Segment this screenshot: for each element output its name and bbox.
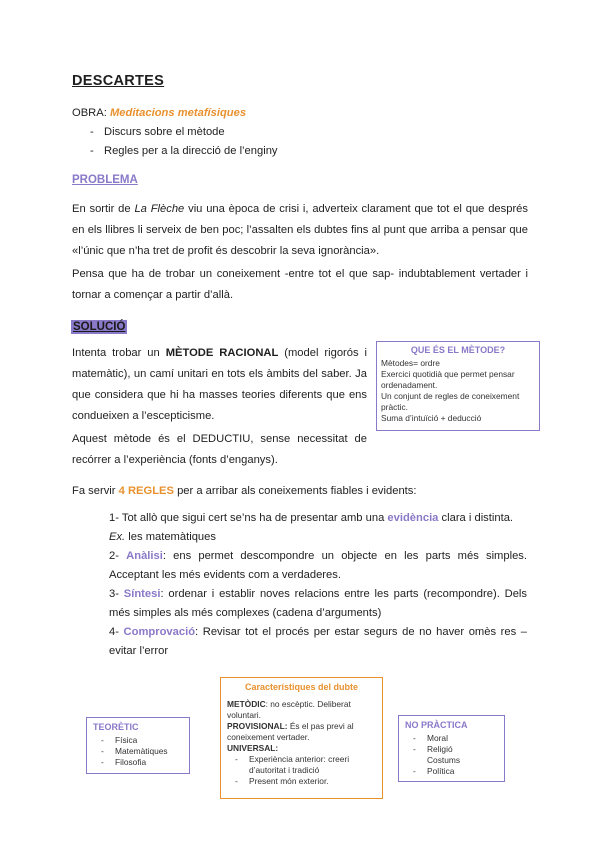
teoretic-list: [93, 735, 183, 768]
text-run-bold: MÈTODE RACIONAL: [165, 347, 279, 359]
solucio-paragraph-1: [72, 343, 367, 427]
regla-3: [109, 585, 527, 623]
metode-box-line: Exercici quotidià que permet pensar ordenadament.: [381, 369, 515, 390]
text-run: 2-: [109, 550, 119, 562]
text-run-bold: PROVISIONAL:: [227, 721, 288, 731]
text-run: Intenta trobar un: [72, 347, 160, 359]
practica-list: [405, 733, 498, 777]
list-item: - Moral: [405, 733, 498, 744]
list-item: - Regles per a la direcció de l’enginy: [82, 144, 482, 158]
practica-box: [398, 715, 505, 782]
regles-list: [109, 509, 527, 661]
text-run: : ens permet descompondre un objecte en les parts més simples. Acceptant les més evidents com a verdaderes.: [109, 550, 528, 581]
dubte-metodic: [227, 699, 376, 721]
text-run: És el pas previ al coneixement vertader.: [227, 721, 354, 742]
problema-paragraph-1: [72, 199, 528, 262]
text-run-italic: La Flèche: [134, 203, 185, 215]
obra-label: OBRA:: [72, 107, 107, 119]
teoretic-box-heading: TEORÈTIC: [93, 722, 139, 732]
text-run: : ordenar i establir noves relacions entre les parts (recompondre). Dels més simples als més complexes (cadena d’arguments): [109, 588, 527, 619]
dubte-universal-list: [227, 754, 376, 787]
list-item-plain: [405, 755, 498, 766]
text-run: viu una època de crisi i, adverteix clarament que tot el que després en els llibres li serveix de ben poc; l’assalten els dubtes fins al punt que arriba a pensar que «l’únic que n’ha tret de profit és descobrir la seva ignorància».: [72, 203, 528, 257]
practica-box-heading: NO PRÀCTICA: [405, 720, 468, 730]
metode-box-line: Mètodes= ordre: [381, 358, 440, 368]
page-title: DESCARTES: [72, 73, 165, 89]
list-item: - Present món exterior.: [227, 776, 376, 787]
problema-heading: PROBLEMA: [72, 174, 138, 186]
solucio-heading: SOLUCIÓ: [73, 321, 126, 333]
list-item: - Filosofia: [93, 757, 183, 768]
dubte-box: [220, 677, 383, 799]
text-run: clara i distinta.: [441, 512, 514, 524]
text-run-bold: METÒDIC: [227, 699, 266, 709]
obra-line: [72, 106, 246, 120]
text-run: Costums: [427, 755, 461, 765]
text-run: Fa servir: [72, 485, 116, 497]
regla-keyword: evidència: [387, 512, 439, 524]
text-run: (model rigorós i matemàtic), un camí unitari en tots els àmbits del saber. Ja que considera que hi ha masses teories diferents que ens condueixen a l’escepticisme.: [72, 347, 368, 422]
metode-box: [376, 341, 540, 431]
list-item: - Política: [405, 766, 498, 777]
obra-work: Meditacions metafísiques: [109, 107, 247, 119]
text-run: per a arribar als coneixements fiables i evidents:: [177, 485, 417, 497]
list-item: - Matemàtiques: [93, 746, 183, 757]
regla-4: [109, 623, 527, 661]
problema-paragraph-2: Pensa que ha de trobar un coneixement -entre tot el que sap- indubtablement vertader i tornar a començar a partir d’allà.: [72, 268, 528, 301]
text-run-bold: UNIVERSAL:: [227, 743, 279, 753]
list-item: - Física: [93, 735, 183, 746]
regla-1: [109, 509, 527, 547]
teoretic-box: [86, 717, 190, 774]
solucio-paragraph-3: [72, 484, 416, 498]
text-run: : no escèptic. Deliberat voluntari.: [227, 699, 351, 720]
list-item: - Experiència anterior: creeri d’autoritat i tradició: [227, 754, 376, 776]
text-run: 4-: [109, 626, 119, 638]
regla-keyword: Comprovació: [123, 626, 196, 638]
metode-box-line: Suma d’intuïció + deducció: [381, 413, 482, 423]
dubte-provisional: [227, 721, 376, 743]
text-run: les matemàtiques: [128, 531, 216, 543]
dubte-universal: [227, 743, 376, 754]
solucio-paragraph-2: Aquest mètode és el DEDUCTIU, sense necessitat de recórrer a l’experiència (fonts d’enganys).: [72, 433, 367, 466]
obra-list: [82, 125, 482, 158]
dubte-box-heading: Característiques del dubte: [244, 682, 359, 692]
list-item: - Discurs sobre el mètode: [82, 125, 482, 139]
regla-2: [109, 547, 527, 585]
regla-keyword: Anàlisi: [126, 550, 163, 562]
metode-box-line: Un conjunt de regles de coneixement pràctic.: [381, 391, 520, 412]
text-run-italic: Ex.: [109, 531, 126, 543]
text-run: : Revisar tot el procés per estar segurs de no haver omès res –evitar l’error: [109, 626, 528, 657]
text-run: 1- Tot allò que sigui cert se’ns ha de presentar amb una: [109, 512, 385, 524]
regla-keyword: Síntesi: [123, 588, 161, 600]
text-run: 3-: [109, 588, 119, 600]
list-item: - Religió: [405, 744, 498, 755]
text-run-accent: 4 REGLES: [118, 485, 174, 497]
text-run: En sortir de: [72, 203, 131, 215]
metode-box-heading: QUE ÉS EL MÈTODE?: [410, 345, 506, 355]
